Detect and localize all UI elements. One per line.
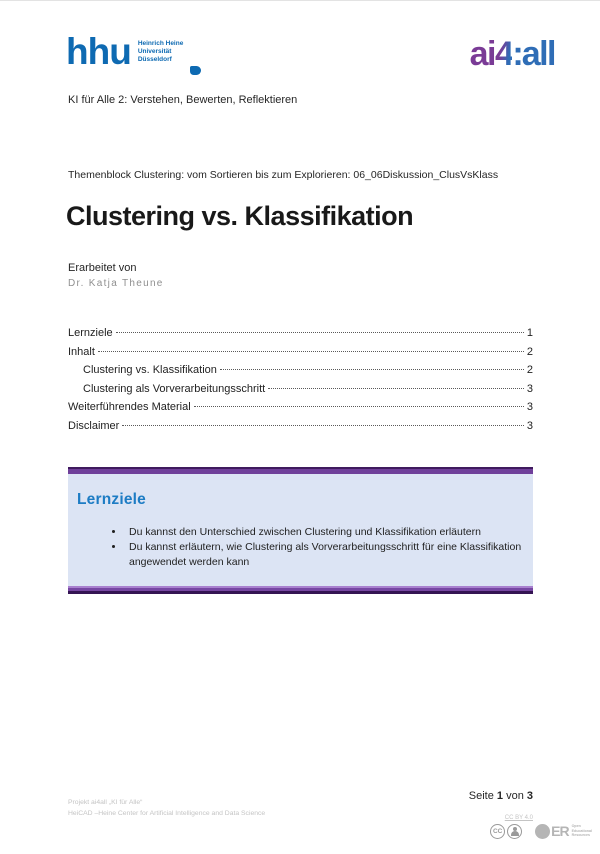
hhu-speech-dot-icon [190, 66, 201, 75]
toc-entry-label: Clustering als Vorverarbeitungsschritt [83, 382, 266, 395]
hhu-logo [66, 31, 201, 75]
callout-bottom-border [68, 586, 533, 594]
callout-title: Lernziele [77, 491, 146, 508]
oer-letters: ER [551, 823, 569, 839]
course-subtitle: KI für Alle 2: Verstehen, Bewerten, Reflektieren [68, 94, 298, 106]
table-of-contents [68, 327, 533, 438]
toc-entry-label: Inhalt [68, 345, 95, 358]
license-badges [490, 823, 592, 839]
toc-entry-page: 2 [526, 364, 533, 376]
page-number-prefix: Seite [468, 790, 497, 802]
toc-entry-label: Weiterführendes Material [68, 401, 191, 413]
author-name: Dr. Katja Theune [68, 278, 164, 289]
ai4all-logo-all: all [521, 35, 555, 73]
hhu-logo-text [138, 37, 201, 75]
cc-icon [490, 824, 505, 839]
toc-leader-dots [220, 369, 524, 370]
topic-block-line: Themenblock Clustering: vom Sortieren bis zum Explorieren: 06_06Diskussion_ClusVsKlass [68, 169, 499, 181]
toc-entry-clustering-vs-klassifikation[interactable] [68, 364, 533, 383]
toc-leader-dots [122, 425, 524, 426]
person-head-shape [513, 827, 517, 831]
footer-project-line1: Projekt ai4all „KI für Alle“ [68, 799, 143, 806]
cc-by-license-link[interactable]: CC BY 4.0 [504, 815, 533, 821]
page-title: Clustering vs. Klassifikation [66, 201, 414, 231]
ai4all-logo-colon: : [512, 35, 522, 73]
callout-top-border [68, 467, 533, 474]
ai4all-logo-ai: ai [469, 35, 495, 73]
oer-circle-icon [535, 824, 550, 839]
oer-text [572, 824, 592, 837]
page-number-current: 1 [496, 790, 504, 802]
toc-leader-dots [116, 332, 524, 333]
toc-entry-disclaimer[interactable] [68, 420, 533, 439]
hhu-logo-line3: Düsseldorf [137, 56, 172, 63]
learning-goals-list [77, 525, 523, 570]
ai4all-logo [470, 35, 555, 73]
footer-project-line2: HeiCAD –Heine Center for Artificial Intelligence and Data Science [68, 810, 266, 817]
hhu-logo-line2: Universität [137, 48, 172, 55]
hhu-logo-line1: Heinrich Heine [137, 40, 184, 47]
cc-by-person-icon [507, 824, 522, 839]
callout-body [68, 474, 533, 586]
toc-entry-weiterfuehrendes-material[interactable] [68, 401, 533, 420]
ai4all-logo-4: 4 [494, 35, 513, 73]
toc-entry-page: 3 [526, 401, 533, 413]
lernziele-callout-box [68, 467, 533, 594]
oer-text-line3: Resources [571, 833, 591, 838]
learning-goal-item: • Du kannst den Unterschied zwischen Clustering und Klassifikation erläutern [125, 525, 523, 540]
page-number-indicator [469, 790, 533, 802]
author-block [68, 262, 164, 289]
page-number-total: 3 [526, 790, 533, 802]
cc-license-icons [490, 824, 522, 839]
footer-project-info [68, 797, 265, 819]
toc-leader-dots [98, 351, 524, 352]
toc-entry-page: 3 [526, 382, 533, 395]
page-number-of: von [503, 790, 527, 802]
author-label: Erarbeitet von [68, 262, 137, 274]
toc-leader-dots [268, 388, 524, 389]
toc-entry-label: Lernziele [68, 327, 113, 339]
toc-entry-label: Clustering vs. Klassifikation [83, 364, 217, 376]
toc-entry-page: 3 [526, 419, 533, 432]
person-body-shape [511, 831, 519, 836]
toc-entry-clustering-vorverarbeitung[interactable] [68, 383, 533, 402]
toc-entry-page: 2 [526, 345, 533, 358]
toc-entry-label: Disclaimer [68, 419, 120, 432]
cc-icon-letters: CC [492, 827, 503, 835]
toc-entry-page: 1 [526, 327, 533, 339]
oer-text-line2: Educational [571, 828, 592, 833]
learning-goal-item: • Du kannst erläutern, wie Clustering als Vorverarbeitungsschritt für eine Klassifikation angewendet werden kann [125, 540, 523, 570]
toc-entry-inhalt[interactable] [68, 346, 533, 365]
toc-entry-lernziele[interactable] [68, 327, 533, 346]
toc-leader-dots [194, 406, 524, 407]
oer-logo [535, 823, 592, 839]
oer-text-line1: Open [571, 824, 581, 829]
hhu-wordmark: hhu [66, 31, 131, 72]
